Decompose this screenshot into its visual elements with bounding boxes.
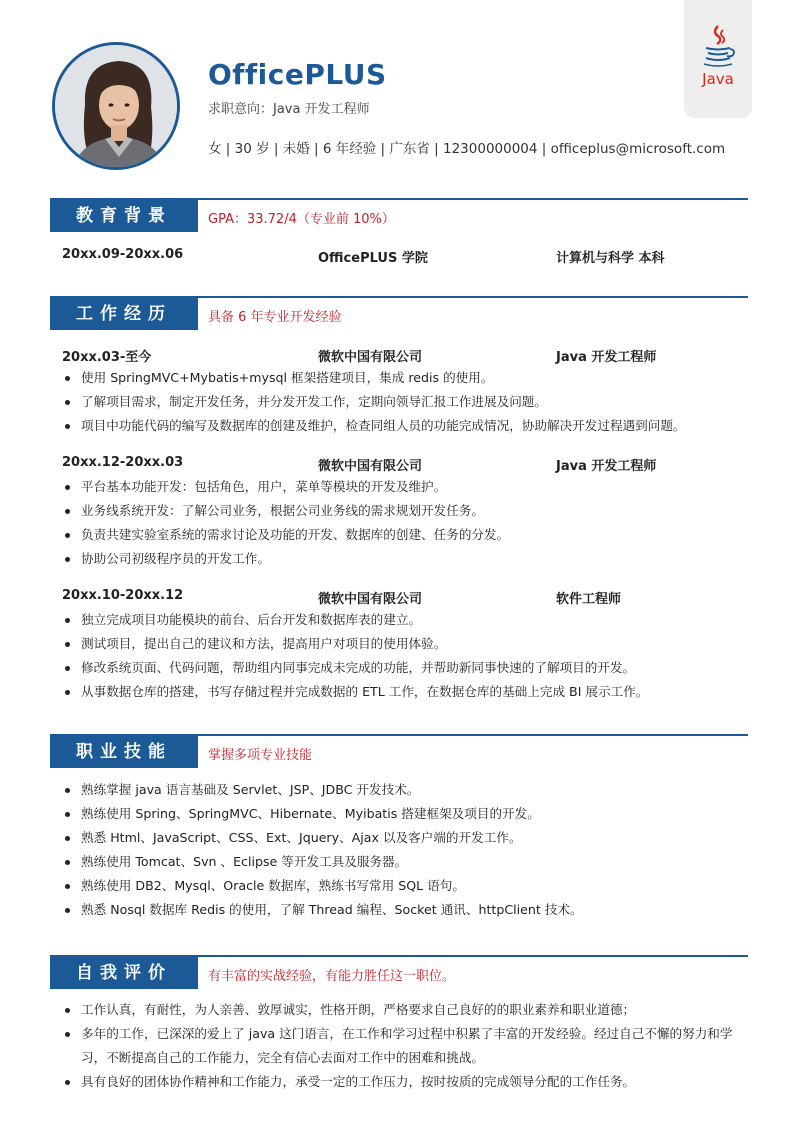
list-item: 使用 SpringMVC+Mybatis+mysql 框架搭建项目，集成 redis 的使用。 <box>62 366 756 390</box>
skills-section-header <box>50 734 748 768</box>
java-badge <box>684 0 752 118</box>
job-duties-list <box>62 608 756 704</box>
job-row <box>62 346 752 366</box>
list-item: 负责共建实验室系统的需求讨论及功能的开发、数据库的创建、任务的分发。 <box>62 523 756 547</box>
section-note: 有丰富的实战经验，有能力胜任这一职位。 <box>208 969 456 984</box>
job-company: 微软中国有限公司 <box>318 592 423 607</box>
work-section-header <box>50 296 748 330</box>
edu-date: 20xx.09-20xx.06 <box>62 247 184 262</box>
job-duties-list <box>62 475 756 571</box>
self-eval-list <box>62 998 756 1094</box>
edu-school: OfficePLUS 学院 <box>318 251 428 266</box>
list-item: 协助公司初级程序员的开发工作。 <box>62 547 756 571</box>
job-duties-list <box>62 366 756 438</box>
section-title: 职业技能 <box>50 736 198 768</box>
job-date: 20xx.10-20xx.12 <box>62 588 184 603</box>
list-item: 业务线系统开发：了解公司业务，根据公司业务线的需求规划开发任务。 <box>62 499 756 523</box>
job-company: 微软中国有限公司 <box>318 459 423 474</box>
section-title: 自我评价 <box>50 957 198 989</box>
personal-info: 女 | 30 岁 | 未婚 | 6 年经验 | 广东省 | 12300000004 | officeplus@microsoft.com <box>208 141 726 157</box>
list-item: 工作认真，有耐性，为人亲善、敦厚诚实，性格开朗，严格要求自己良好的的职业素养和职业道德； <box>62 998 756 1022</box>
list-item: 测试项目，提出自己的建议和方法，提高用户对项目的使用体验。 <box>62 632 756 656</box>
section-note: 掌握多项专业技能 <box>208 748 313 763</box>
java-label: Java <box>702 70 734 88</box>
person-avatar-icon <box>55 45 180 170</box>
list-item: 独立完成项目功能模块的前台、后台开发和数据库表的建立。 <box>62 608 756 632</box>
job-intent: 求职意向：Java 开发工程师 <box>208 102 370 117</box>
job-row <box>62 588 752 608</box>
list-item: 熟练使用 Spring、SpringMVC、Hibernate、Myibatis 搭建框架及项目的开发。 <box>62 802 756 826</box>
job-role: Java 开发工程师 <box>556 350 657 365</box>
list-item: 熟悉 Nosql 数据库 Redis 的使用，了解 Thread 编程、Socket 通讯、httpClient 技术。 <box>62 898 756 922</box>
job-role: 软件工程师 <box>556 592 622 607</box>
section-note: 具备 6 年专业开发经验 <box>208 310 342 325</box>
section-title: 教育背景 <box>50 200 198 232</box>
job-company: 微软中国有限公司 <box>318 350 423 365</box>
job-date: 20xx.03-至今 <box>62 350 152 365</box>
job-row <box>62 455 752 475</box>
list-item: 多年的工作，已深深的爱上了 java 这门语言，在工作和学习过程中积累了丰富的开发经验。经过自己不懈的努力和学习，不断提高自己的工作能力，完全有信心去面对工作中的困难和挑战。 <box>62 1022 756 1070</box>
list-item: 了解项目需求，制定开发任务，并分发开发工作，定期向领导汇报工作进展及问题。 <box>62 390 756 414</box>
self-eval-section-header <box>50 955 748 989</box>
job-role: Java 开发工程师 <box>556 459 657 474</box>
list-item: 熟练使用 DB2、Mysql、Oracle 数据库，熟练书写常用 SQL 语句。 <box>62 874 756 898</box>
job-date: 20xx.12-20xx.03 <box>62 455 184 470</box>
list-item: 熟悉 Html、JavaScript、CSS、Ext、Jquery、Ajax 以及客户端的开发工作。 <box>62 826 756 850</box>
section-note: GPA：33.72/4（专业前 10%） <box>208 212 395 227</box>
list-item: 修改系统页面、代码问题，帮助组内同事完成未完成的功能，并帮助新同事快速的了解项目的开发。 <box>62 656 756 680</box>
list-item: 具有良好的团体协作精神和工作能力，承受一定的工作压力，按时按质的完成领导分配的工作任务。 <box>62 1070 756 1094</box>
list-item: 从事数据仓库的搭建，书写存储过程并完成数据的 ETL 工作，在数据仓库的基础上完成 BI 展示工作。 <box>62 680 756 704</box>
profile-photo <box>52 42 180 170</box>
candidate-name: OfficePLUS <box>208 58 387 91</box>
section-title: 工作经历 <box>50 298 198 330</box>
list-item: 平台基本功能开发：包括角色，用户，菜单等模块的开发及维护。 <box>62 475 756 499</box>
java-coffee-cup-icon <box>696 24 740 68</box>
education-section-header <box>50 198 748 232</box>
skills-list <box>62 778 756 922</box>
list-item: 熟练掌握 java 语言基础及 Servlet、JSP、JDBC 开发技术。 <box>62 778 756 802</box>
list-item: 熟练使用 Tomcat、Svn 、Eclipse 等开发工具及服务器。 <box>62 850 756 874</box>
edu-major: 计算机与科学 本科 <box>556 251 665 266</box>
education-row <box>62 247 752 267</box>
list-item: 项目中功能代码的编写及数据库的创建及维护，检查同组人员的功能完成情况，协助解决开发过程遇到问题。 <box>62 414 756 438</box>
